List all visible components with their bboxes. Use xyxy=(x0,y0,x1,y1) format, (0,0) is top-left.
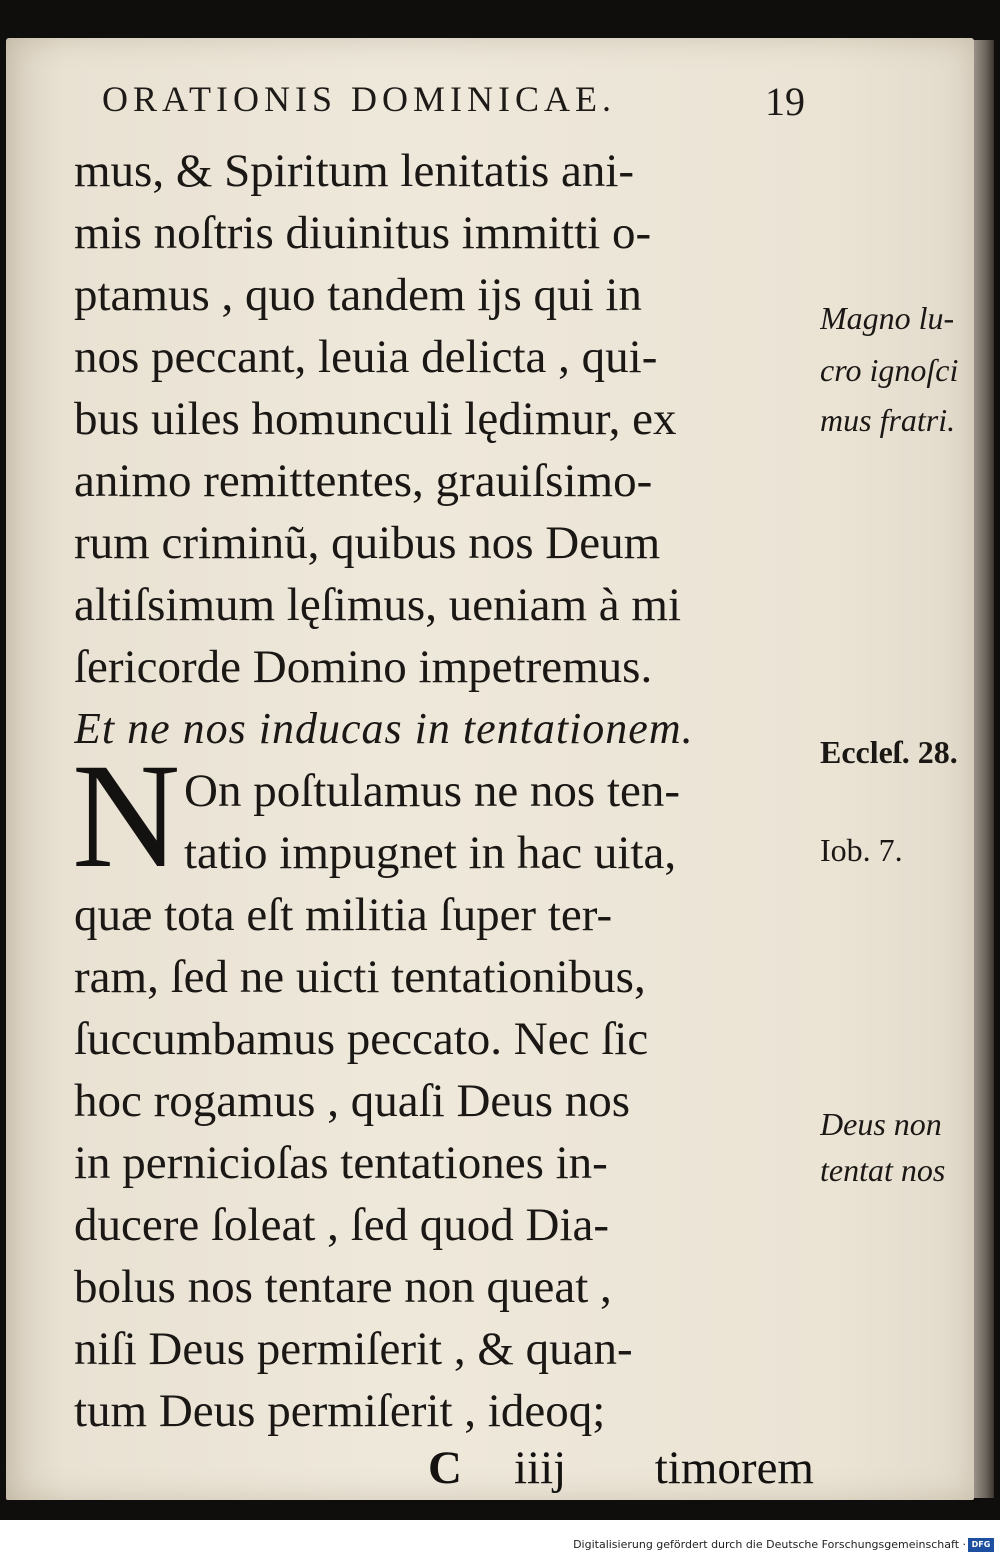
margin-note-deus-non: Deus non xyxy=(820,1106,942,1142)
decorated-initial: N xyxy=(72,733,181,899)
margin-note-eccles: Eccleſ. 28. xyxy=(820,734,958,770)
footer-credit: Digitalisierung gefördert durch die Deutsche Forschungsgemeinschaft · xyxy=(573,1538,966,1551)
section-heading: Et ne nos inducas in tentationem. xyxy=(74,704,694,753)
margin-note-tentat-nos: tentat nos xyxy=(820,1152,946,1188)
section-line-7: in pernicioſas tentationes in- xyxy=(74,1137,608,1189)
margin-note-iob: Iob. 7. xyxy=(820,832,903,868)
body-line-9: ſericorde Domino impetremus. xyxy=(74,641,653,693)
folio-number: 19 xyxy=(765,79,805,124)
section-line-9: bolus nos tentare non queat , xyxy=(74,1261,612,1313)
signature-number: iiij xyxy=(514,1442,567,1494)
catchword: timorem xyxy=(654,1442,814,1494)
section-line-8: ducere ſoleat , ſed quod Dia- xyxy=(74,1199,610,1251)
body-line-7: rum criminũ, quibus nos Deum xyxy=(74,517,661,569)
body-line-4: nos peccant, leuia delicta , qui- xyxy=(74,331,658,383)
section-line-5: ſuccumbamus peccato. Nec ſic xyxy=(74,1013,649,1065)
body-line-8: altiſsimum lęſimus, ueniam à mi xyxy=(74,579,682,631)
body-line-2: mis noſtris diuinitus immitti o- xyxy=(74,207,652,259)
signature-mark: C xyxy=(428,1442,462,1494)
catchword-line xyxy=(74,1438,814,1498)
section-line-2: tatio impugnet in hac uita, xyxy=(184,827,677,879)
section-line-3: quæ tota eſt militia ſuper ter- xyxy=(74,889,613,941)
section-line-10: niſi Deus permiſerit , & quan- xyxy=(74,1323,633,1375)
section-line-1: On poſtulamus ne nos ten- xyxy=(184,765,681,817)
body-line-3: ptamus , quo tandem ijs qui in xyxy=(74,269,642,321)
body-line-5: bus uiles homunculi lędimur, ex xyxy=(74,393,677,445)
running-head: ORATIONIS DOMINICAE. xyxy=(102,79,616,119)
margin-note-3: mus fratri. xyxy=(820,402,956,438)
section-line-4: ram, ſed ne uicti tentationibus, xyxy=(74,951,646,1003)
dfg-logo-icon: DFG xyxy=(968,1538,994,1552)
section-line-6: hoc rogamus , quaſi Deus nos xyxy=(74,1075,631,1127)
margin-note-2: cro ignoſci xyxy=(820,352,959,388)
body-line-1: mus, & Spiritum lenitatis ani- xyxy=(74,145,635,197)
section-line-11: tum Deus permiſerit , ideoq; xyxy=(74,1385,606,1437)
body-line-6: animo remittentes, grauiſsimo- xyxy=(74,455,653,507)
margin-note-1: Magno lu- xyxy=(820,300,955,336)
